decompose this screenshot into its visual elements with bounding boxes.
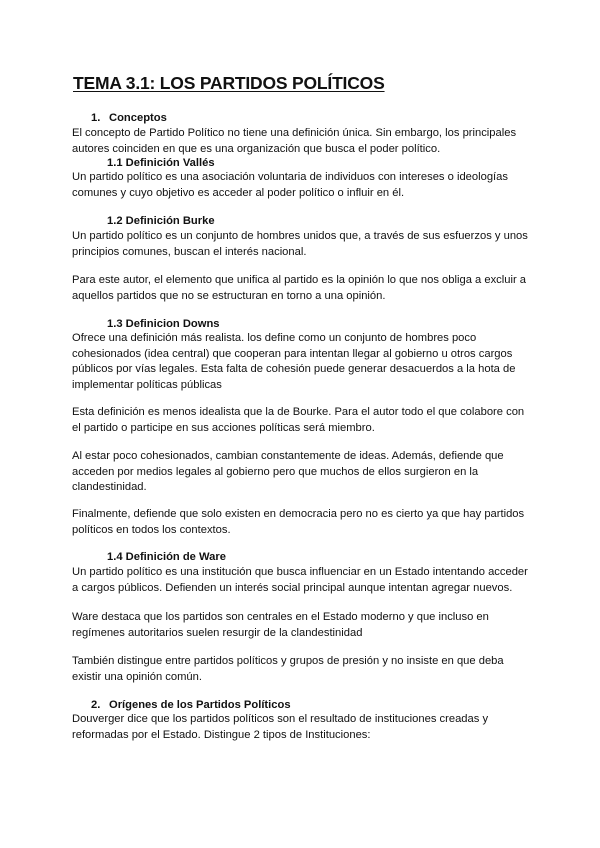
subsection-1-4-heading: 1.4 Definición de Ware xyxy=(107,551,226,563)
valles-paragraph: Un partido político es una asociación voluntaria de individuos con intereses o ideologías comunes y cuyo objetivo es acceder al poder político o influir en él. xyxy=(72,171,508,199)
section-1-number: 1. xyxy=(91,112,101,124)
section-1-title: Conceptos xyxy=(109,112,167,124)
section-2-title: Orígenes de los Partidos Políticos xyxy=(109,699,291,711)
burke-paragraph-1: Un partido político es un conjunto de hombres unidos que, a través de sus esfuerzos y unos principios comunes, buscan el interés nacional. xyxy=(72,230,528,258)
subsection-1-2-heading: 1.2 Definición Burke xyxy=(107,215,215,227)
subsection-1-3-heading: 1.3 Definicion Downs xyxy=(107,318,220,330)
subsection-1-1-heading: 1.1 Definición Vallés xyxy=(107,157,215,169)
document-title: TEMA 3.1: LOS PARTIDOS POLÍTICOS xyxy=(73,73,385,93)
burke-paragraph-2: Para este autor, el elemento que unifica al partido es la opinión lo que nos obliga a excluir a aquellos partidos que no se estructuran en torno a una opinión. xyxy=(72,274,527,302)
ware-paragraph-3: También distingue entre partidos políticos y grupos de presión y no insiste en que deba existir una opinión común. xyxy=(72,655,504,683)
downs-paragraph-2: Esta definición es menos idealista que la de Bourke. Para el autor todo el que colabore con el partido o participe en sus acciones políticas será miembro. xyxy=(72,406,525,434)
origins-paragraph: Douverger dice que los partidos políticos son el resultado de instituciones creadas y reformadas por el Estado. Distingue 2 tipos de Instituciones: xyxy=(72,713,489,741)
downs-paragraph-1: Ofrece una definición más realista. los define como un conjunto de hombres poco cohesionados (idea central) que cooperan para intentan llegar al gobierno u otros cargos públicos por vías legales. Esta falta de cohesión puede generar desacuerdos a la hota de implementar políticas públicas xyxy=(72,332,516,391)
downs-paragraph-4: Finalmente, defiende que solo existen en democracia pero no es cierto ya que hay partidos políticos en todos los contextos. xyxy=(72,508,525,536)
section-2-number: 2. xyxy=(91,699,101,711)
section-1-heading xyxy=(91,112,167,124)
ware-paragraph-2: Ware destaca que los partidos son centrales en el Estado moderno y que incluso en regímenes autoritarios suelen resurgir de la clandestinidad xyxy=(72,611,489,639)
section-2-heading xyxy=(91,699,291,711)
intro-paragraph: El concepto de Partido Político no tiene una definición única. Sin embargo, los principales autores coinciden en que es una organización que busca el poder político. xyxy=(72,127,517,155)
downs-paragraph-3: Al estar poco cohesionados, cambian constantemente de ideas. Además, defiende que acceden por medios legales al gobierno pero que muchos de ellos surgieron en la clandestinidad. xyxy=(72,450,504,494)
ware-paragraph-1: Un partido político es una institución que busca influenciar en un Estado intentando acceder a cargos públicos. Defienden un interés social principal aunque intentan agregar nuevos. xyxy=(72,566,528,594)
